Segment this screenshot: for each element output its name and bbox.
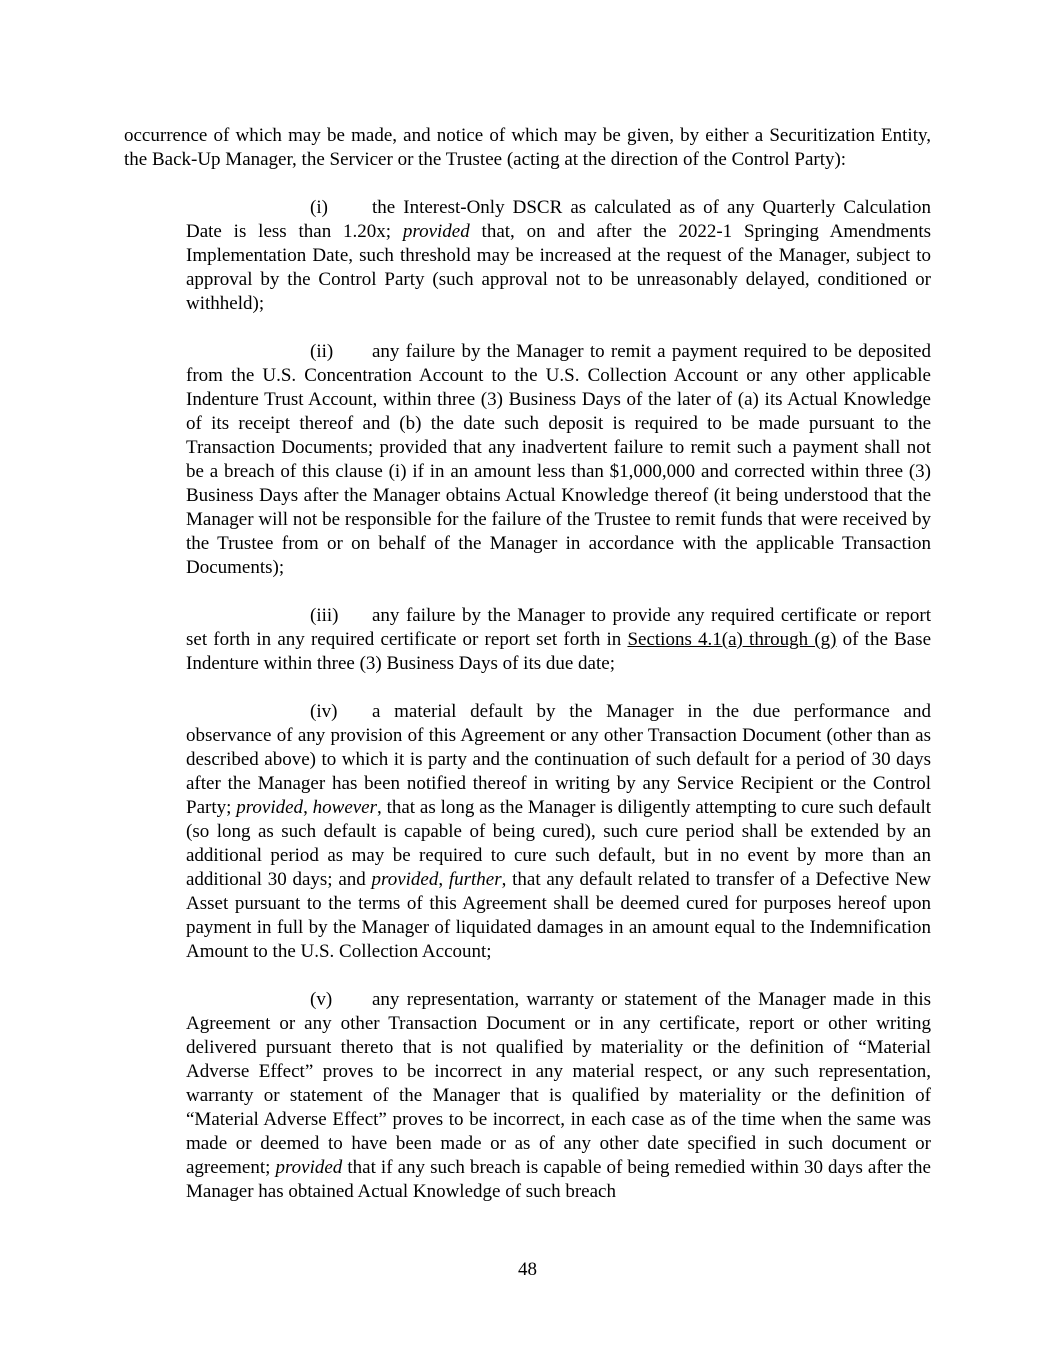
clause-text: any failure by the Manager to remit a payment required to be deposited from the U.S. Concentration Account to the U.S. Collection Account or any other applicable Indenture Trust Account, within three (3) Business Days of the later of (a) its Actual Knowledge of its receipt thereof and (b) the date such deposit is required to be made pursuant to the Transaction Documents; provided that any inadvertent failure to remit such a payment shall not be a breach of this clause (i) if in an amount less than $1,000,000 and corrected within three (3) Business Days after the Manager obtains Actual Knowledge thereof (it being understood that the Manager will not be responsible for the failure of the Trustee to remit funds that were received by the Trustee from or on behalf of the Manager in accordance with the applicable Transaction Documents);	[186, 341, 931, 578]
clause-text: of the Base Indenture within three (3) Business Days of its due date;	[186, 629, 932, 674]
clause-number: (i)	[310, 197, 328, 218]
document-page	[124, 124, 931, 1228]
clause-number: (ii)	[310, 341, 334, 362]
clause-cross-reference: Sections 4.1(a) through (g)	[627, 629, 837, 650]
clause-5	[186, 988, 931, 1204]
clause-text: any representation, warranty or statement of the Manager made in this Agreement or any other Transaction Document or in any certificate, report or other writing delivered pursuant thereto that is not qualified by materiality or the definition of “Material Adverse Effect” proves to be incorrect in any material respect, or any such representation, warranty or statement of the Manager that is qualified by materiality or the definition of “Material Adverse Effect” proves to be incorrect, in each case as of the time when the same was made or deemed to have been made or as of any other date specified in such document or agreement;	[186, 989, 931, 1178]
clause-italic-text: provided	[236, 797, 304, 818]
clause-italic-text: however	[312, 797, 378, 818]
clause-number: (iv)	[310, 701, 338, 722]
clause-italic-text: further	[448, 869, 502, 890]
clause-text: ,	[438, 869, 449, 890]
clause-text: , that as long as the Manager is diligently attempting to cure such default (so long as such default is capable of being cured), such cure period shall be extended by an additional period as may be required to cure such default, but in no event by more than an additional 30 days; and	[186, 797, 931, 890]
clause-text: any failure by the Manager to provide any required certificate or report set forth in any required certificate or report set forth in	[186, 605, 931, 650]
clause-italic-text: provided	[371, 869, 439, 890]
clause-3	[186, 604, 931, 676]
clause-list	[124, 196, 931, 1204]
clause-italic-text: provided	[402, 221, 470, 242]
page-number: 48	[518, 1259, 537, 1280]
clause-1	[186, 196, 931, 316]
clause-text: , that any default related to transfer of a Defective New Asset pursuant to the terms of this Agreement shall be deemed cured for purposes hereof upon payment in full by the Manager of liquidated damages in an amount equal to the Indemnification Amount to the U.S. Collection Account;	[186, 869, 931, 962]
lead-paragraph: occurrence of which may be made, and notice of which may be given, by either a Securitization Entity, the Back-Up Manager, the Servicer or the Trustee (acting at the direction of the Control Party):	[124, 125, 931, 170]
clause-italic-text: provided	[275, 1157, 343, 1178]
clause-number: (v)	[310, 989, 333, 1010]
clause-text: a material default by the Manager in the due performance and observance of any provision of this Agreement or any other Transaction Document (other than as described above) to which it is party and the continuation of such default for a period of 30 days after the Manager has been notified thereof in writing by any Service Recipient or the Control Party;	[186, 701, 931, 818]
clause-4	[186, 700, 931, 964]
clause-text: the Interest-Only DSCR as calculated as of any Quarterly Calculation Date is less than 1.20x;	[186, 197, 931, 242]
clause-number: (iii)	[310, 605, 339, 626]
clause-text: that if any such breach is capable of being remedied within 30 days after the Manager has obtained Actual Knowledge of such breach	[186, 1157, 931, 1202]
clause-text: that, on and after the 2022-1 Springing Amendments Implementation Date, such threshold may be increased at the request of the Manager, subject to approval by the Control Party (such approval not to be unreasonably delayed, conditioned or withheld);	[186, 221, 932, 314]
clause-text: ,	[303, 797, 313, 818]
clause-2	[186, 340, 931, 580]
